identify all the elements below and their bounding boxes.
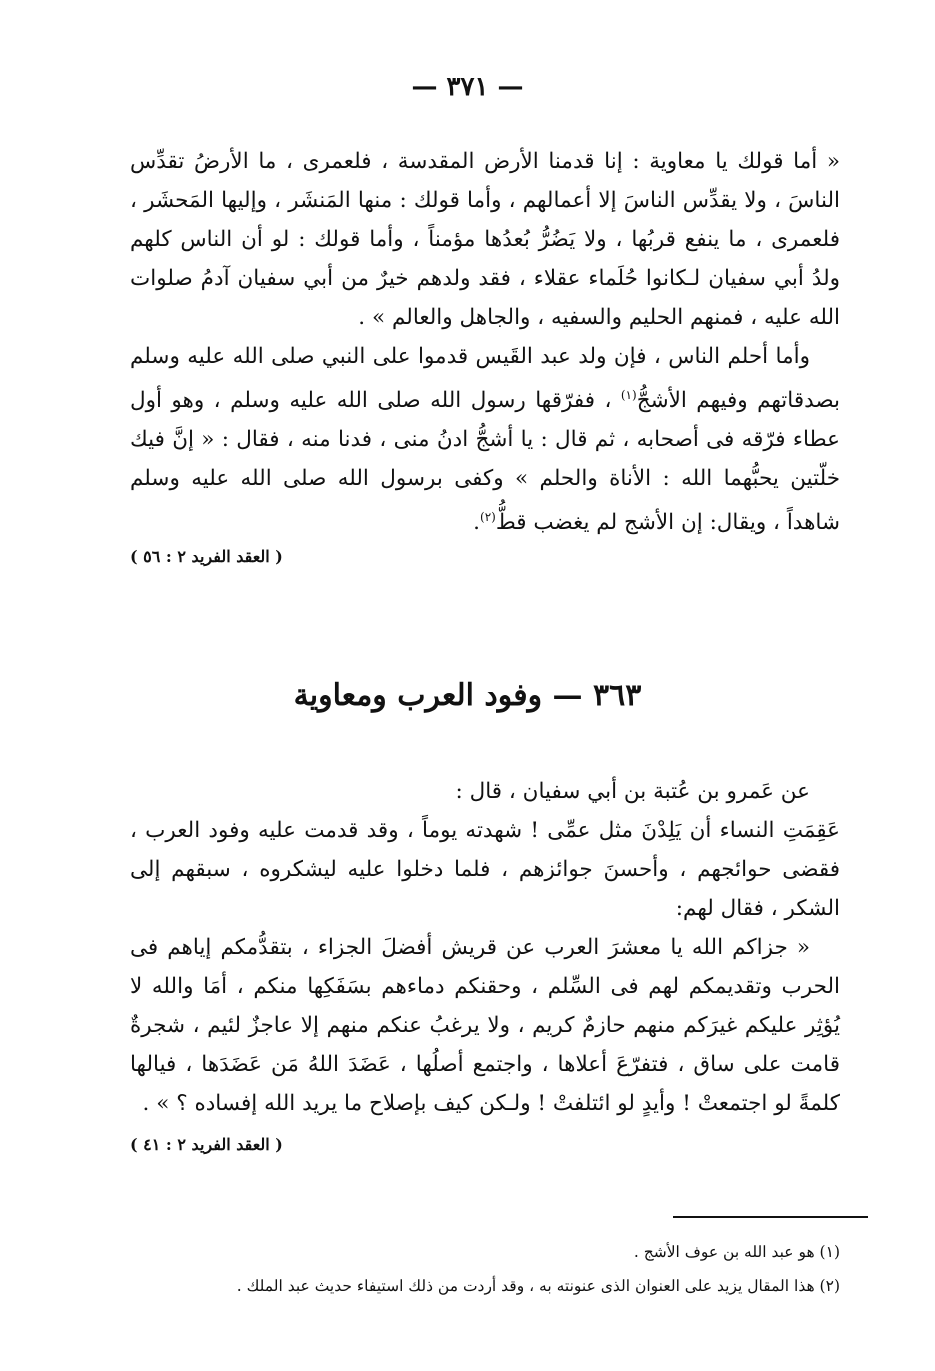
section-2-paragraph-2: [130, 928, 840, 1154]
section-1-body: [130, 142, 840, 572]
paragraph-2-mid: ، ففرّقها رسول الله صلى الله عليه وسلم ، وهو أول عطاء فرّقه فى أصحابه ، ثم قال : يا أشجُّ ادنُ منى ، فدنا منه ، فقال : « إنَّ فيك خلّتين يحبُّهما الله : الأناة والحلم » وكفى برسول الله صلى الله عليه وسلم شاهداً ، ويقال: إن الأشج لم يغضب قطُّ: [130, 388, 840, 536]
paragraph-2-end: .: [473, 510, 481, 536]
section-2-paragraph-1: عَقِمَتِ النساء أن يَلِدْنَ مثل عمِّى ! شهدته يوماً ، وقد قدمت عليه وفود العرب ، فقضى حوائجهم ، وأحسنَ جوائزهم ، فلما دخلوا عليه ليشكروه ، سبقهم إلى الشكر ، فقال لهم:: [130, 818, 840, 921]
paragraph-2: [130, 337, 840, 542]
footnote-ref-1[interactable]: (١): [620, 388, 637, 402]
footnote-ref-2[interactable]: (٢): [480, 510, 496, 525]
footnote-1: (١) هو عبد الله بن عوف الأشج .: [633, 1243, 840, 1261]
section-2-intro: عن عَمرو بن عُتبة بن أبي سفيان ، قال :: [455, 779, 810, 804]
paragraph-2-main: وأما أحلم الناس ، فإن ولد عبد القَيس قدموا على النبي صلى الله عليه وسلم بصدقاتهم وفيهم الأشجُّ: [130, 344, 841, 414]
section-title: ٣٦٣ — وفود العرب ومعاوية: [293, 678, 642, 713]
source-citation-2: ( العقد الفريد ٢ : ٤١ ): [130, 1135, 283, 1154]
paragraph-1: « أما قولك يا معاوية : إنا قدمنا الأرض المقدسة ، فلعمرى ، ما الأرضُ تقدِّس الناسَ ، ولا يقدِّس الناسَ إلا أعمالهم ، وأما قولك : منها المَنشَر ، وإليها المَحشَر ، فلعمرى ، ما ينفع قربُها ، ولا يَضُرُّ بُعدُها مؤمناً ، وأما قولك : لو أن الناس كلهم ولدُ أبي سفيان لـكانوا حُلَماء عقلاء ، فقد ولدهم خيرٌ من أبي سفيان آدمُ صلوات الله عليه ، فمنهم الحليم والسفيه ، والجاهل والعالم » .: [130, 149, 840, 330]
section-2-body: [130, 772, 840, 1164]
footnote-separator: [673, 1216, 868, 1218]
source-citation-1: ( العقد الفريد ٢ : ٥٦ ): [130, 547, 283, 567]
section-2-paragraph-2-text: « جزاكم الله يا معشرَ العرب عن قريش أفضلَ الجزاء ، بتقدُّمكم إياهم فى الحرب وتقديمكم لهم فى السِّلم ، وحقنكم دماءهم بسَفَكِها منكم ، أمَا والله لا يُؤثِر عليكم غيرَكم منهم حازمٌ كريم ، ولا يرغبُ عنكم منهم إلا عاجزٌ لئيم ، شجرةٌ قامت على ساق ، فتفرّعَ أعلاها ، واجتمع أصلُها ، عَضَدَ اللهُ مَن عَضَدَها ، فيالها كلمةً لو اجتمعتْ ! وأيدٍ لو ائتلفتْ ! ولـكن كيف بإصلاح ما يريد الله إفساده ؟ » .: [130, 935, 840, 1116]
page-number: — ٣٧١ —: [411, 72, 524, 102]
footnotes: [150, 1235, 840, 1303]
footnote-2: (٢) هذا المقال يزيد على العنوان الذى عنونته به ، وقد أردت من ذلك استيفاء حديث عبد الملك .: [236, 1277, 840, 1295]
